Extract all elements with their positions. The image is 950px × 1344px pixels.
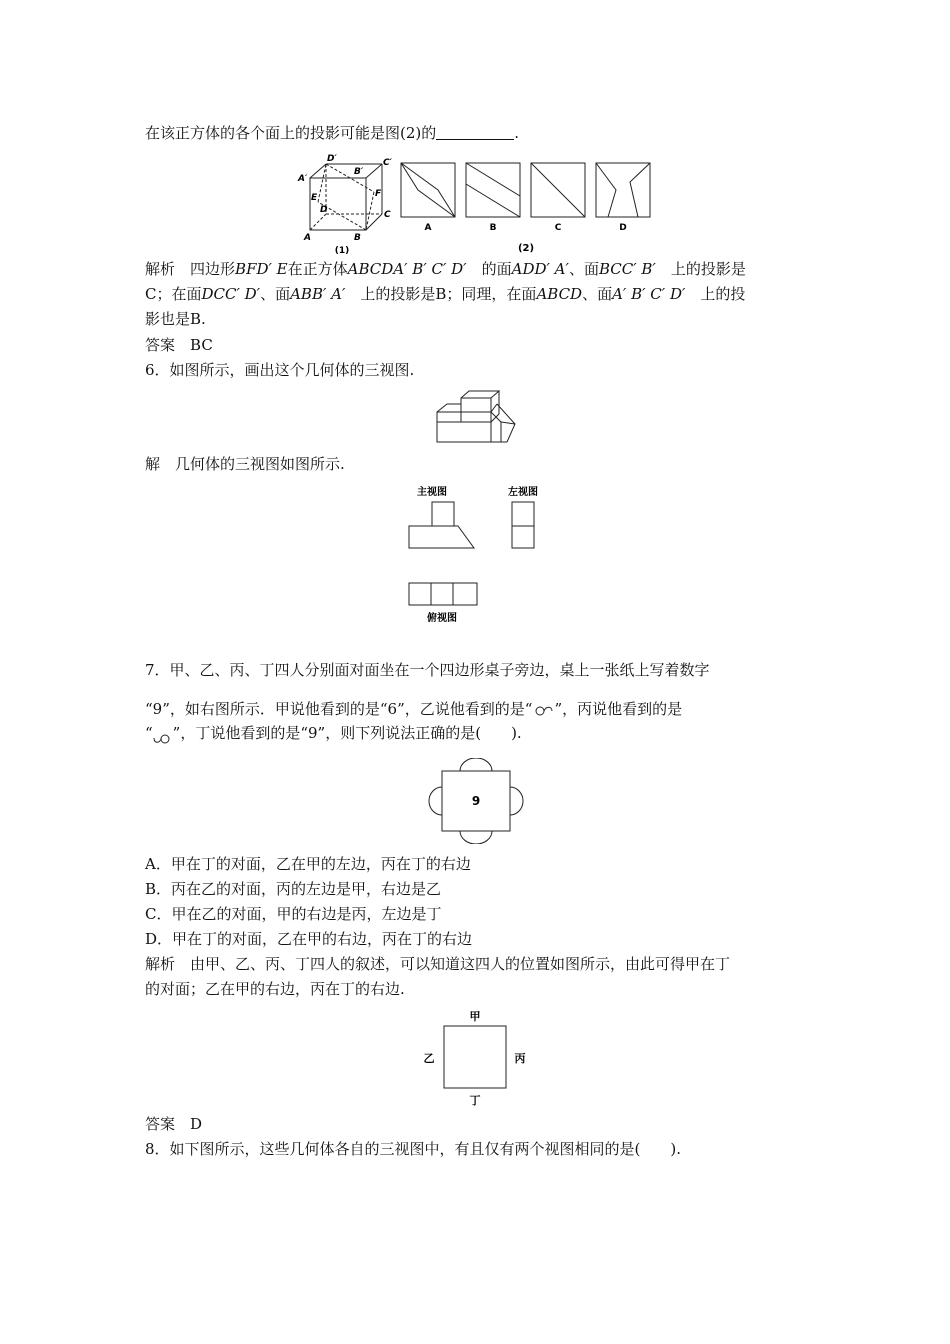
seat-right: 丙 — [514, 1052, 526, 1065]
front-view-label: 主视图 — [417, 487, 447, 498]
q5-stem: 在该正方体的各个面上的投影可能是图(2)的 . — [145, 124, 520, 142]
q7-stem-line2: “9”，如右图所示．甲说他看到的是“6”，乙说他看到的是“ ”，丙说他看到的是 — [145, 700, 683, 718]
q6-solution: 解 几何体的三视图如图所示. — [145, 455, 345, 473]
option-a-label: A — [424, 223, 432, 233]
seat-left: 乙 — [423, 1052, 435, 1065]
fig2-caption: (2) — [517, 243, 535, 254]
q7-option-b: B．丙在乙的对面，丙的左边是甲，右边是乙 — [145, 880, 442, 898]
q7-option-d: D．甲在丁的对面，乙在甲的右边，丙在丁的右边 — [145, 930, 473, 948]
seating-figure — [418, 1006, 534, 1110]
option-d-label: D — [619, 223, 627, 233]
q7-stem-line1: 7．甲、乙、丙、丁四人分别面对面坐在一个四边形桌子旁边，桌上一张纸上写着数字 — [145, 661, 710, 679]
q7-option-a: A．甲在丁的对面，乙在甲的左边，丙在丁的右边 — [145, 855, 471, 873]
q7-stem-line3: “ ”，丁说他看到的是“9”，则下列说法正确的是( ). — [145, 724, 522, 742]
seat-top: 甲 — [469, 1010, 481, 1023]
answer-blank — [436, 125, 514, 140]
q6-stem: 6．如图所示，画出这个几何体的三视图. — [145, 361, 415, 379]
q5-analysis-line1: 解析 四边形BFD′ E在正方体ABCDA′ B′ C′ D′ 的面ADD′ A′、面BCC′ B′ 上的投影是 — [145, 260, 746, 278]
label-a1: A′ — [298, 174, 308, 184]
q8-stem: 8．如下图所示，这些几何体各自的三视图中，有且仅有两个视图相同的是( ). — [145, 1140, 682, 1158]
q5-analysis-line2: C；在面DCC′ D′、面ABB′ A′ 上的投影是B；同理，在面ABCD、面A′ B′ C′ D′ 上的投 — [145, 285, 746, 303]
label-b: B — [354, 233, 361, 243]
q5-answer: 答案 BC — [145, 336, 213, 354]
label-a: A — [304, 233, 311, 243]
top-view-label: 俯视图 — [427, 613, 457, 624]
q7-answer: 答案 D — [145, 1115, 203, 1133]
seat-bottom: 丁 — [469, 1094, 481, 1107]
q5-analysis-line3: 影也是B. — [145, 310, 206, 328]
option-c-label: C — [554, 223, 562, 233]
solid-figure — [435, 388, 519, 448]
fig1-caption: (1) — [334, 246, 350, 256]
three-views-figure — [400, 482, 560, 628]
q7-option-c: C．甲在乙的对面，甲的右边是丙，左边是丁 — [145, 905, 442, 923]
q7-analysis-line1: 解析 由甲、乙、丙、丁四人的叙述，可以知道这四人的位置如图所示，由此可得甲在丁 — [145, 955, 731, 973]
label-c1: C′ — [383, 158, 392, 168]
table-number: 9 — [471, 794, 481, 808]
table-figure — [428, 758, 524, 844]
label-d1: D′ — [327, 154, 337, 164]
cube-figure — [290, 152, 400, 258]
label-c: C — [384, 210, 391, 220]
projection-options-figure — [398, 160, 658, 256]
option-b-label: B — [489, 223, 497, 233]
label-d: D — [320, 205, 328, 215]
label-e: E — [311, 193, 318, 203]
label-f: F — [375, 189, 382, 199]
side-view-label: 左视图 — [508, 487, 538, 498]
label-b1: B′ — [354, 167, 364, 177]
q7-analysis-line2: 的对面；乙在甲的右边，丙在丁的右边. — [145, 980, 405, 998]
